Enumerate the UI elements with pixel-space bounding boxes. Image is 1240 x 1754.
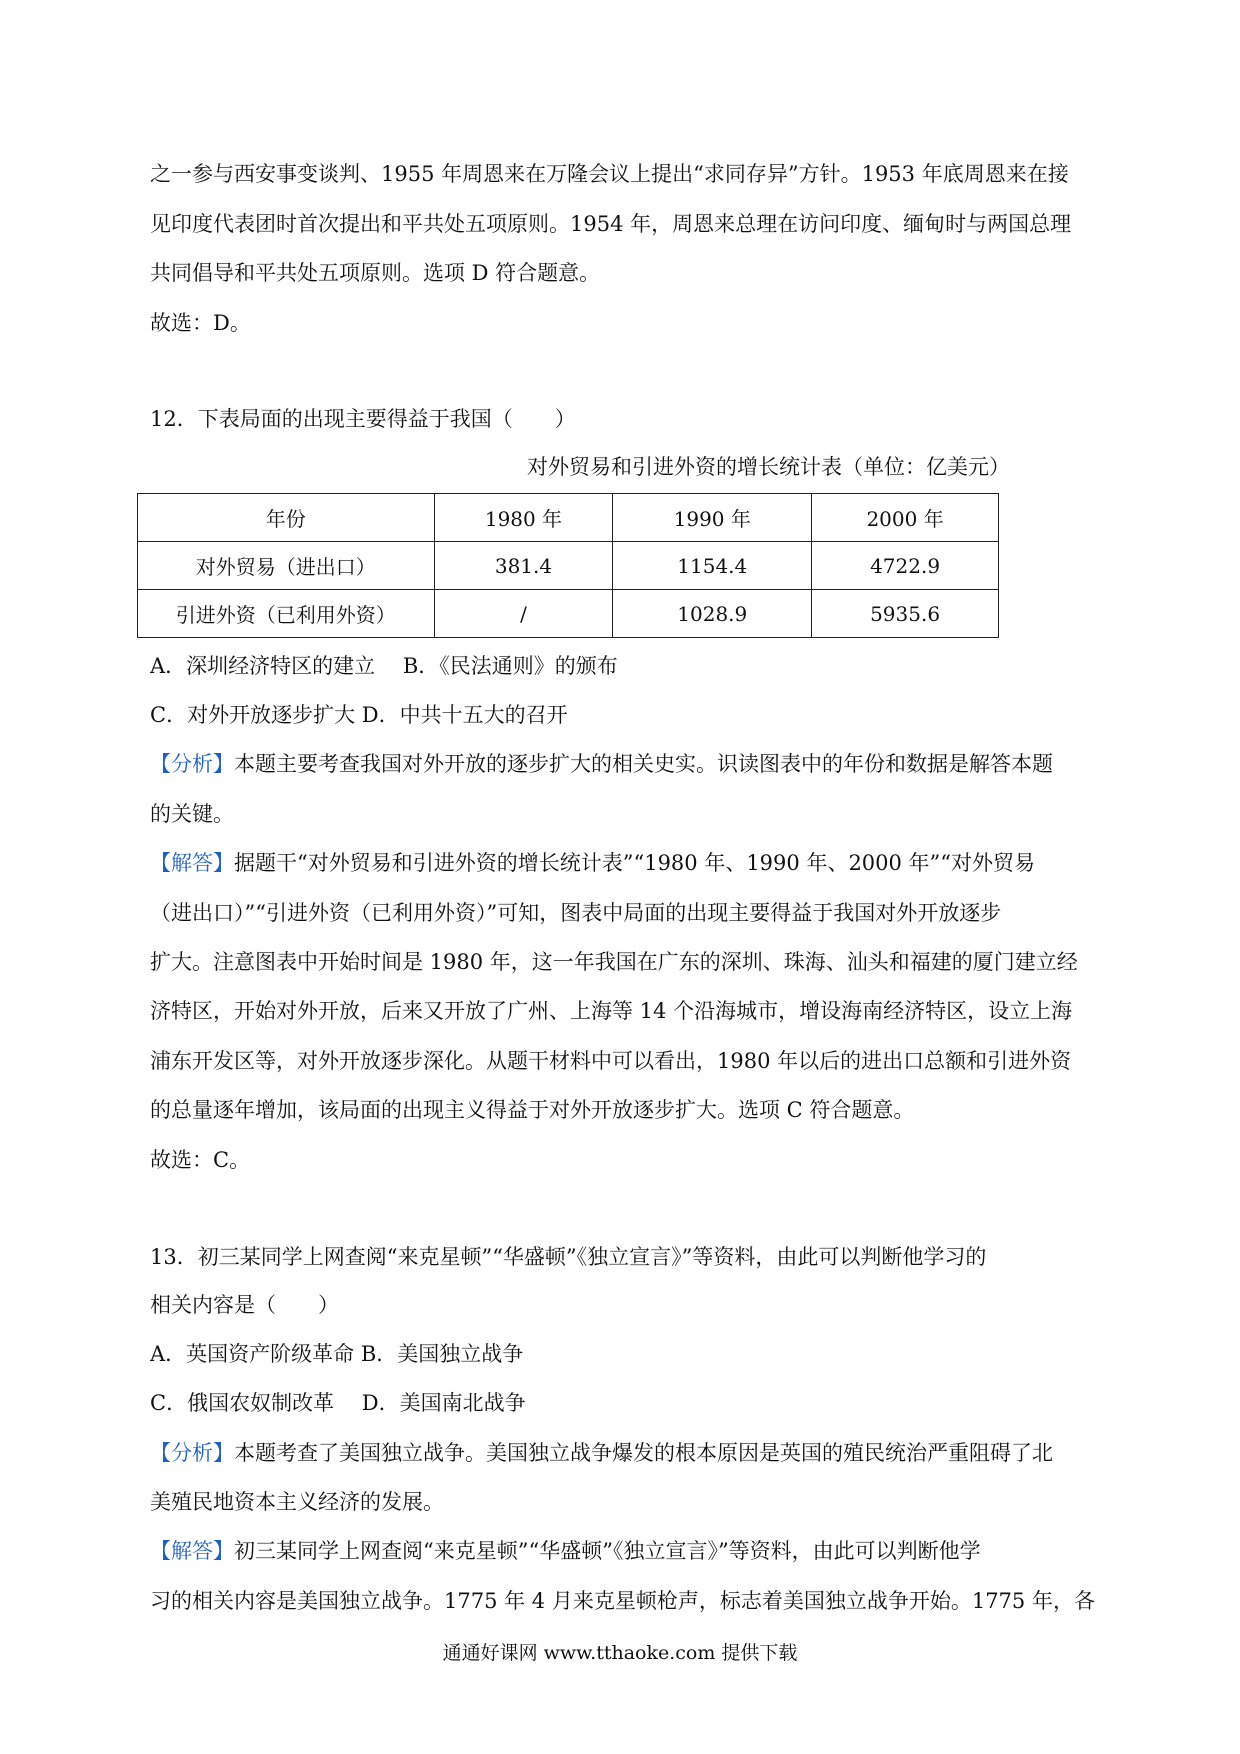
q12-solution-line-6: 的总量逐年增加，该局面的出现主义得益于对外开放逐步扩大。选项 C 符合题意。 [150, 1098, 915, 1122]
prev-answer: 故选：D。 [150, 311, 251, 335]
solution-text: 初三某同学上网查阅“来克星顿”“华盛顿”《独立宣言》”等资料，由此可以判断他学 [234, 1539, 981, 1563]
table-header-row [138, 494, 999, 542]
q12-analysis-line-2: 的关键。 [150, 802, 234, 826]
q12-options-line-1: A．深圳经济特区的建立 B．《民法通则》的颁布 [150, 654, 618, 678]
analysis-text: 本题主要考查我国对外开放的逐步扩大的相关史实。识读图表中的年份和数据是解答本题 [234, 752, 1053, 776]
solution-tag: 【解答】 [150, 1539, 234, 1563]
table-cell: 1028.9 [613, 590, 812, 638]
q12-data-table [137, 493, 999, 638]
q13-solution-line-2: 习的相关内容是美国独立战争。1775 年 4 月来克星顿枪声，标志着美国独立战争开始。1775 年，各 [150, 1589, 1095, 1613]
q12-solution [150, 849, 1100, 877]
q12-options-line-2: C．对外开放逐步扩大 D．中共十五大的召开 [150, 703, 568, 727]
q12-analysis [150, 750, 1100, 778]
analysis-tag: 【分析】 [150, 752, 234, 776]
table-header-cell: 1980 年 [434, 494, 613, 542]
q13-analysis-line-2: 美殖民地资本主义经济的发展。 [150, 1490, 444, 1514]
q13-analysis [150, 1439, 1100, 1467]
q12-solution-line-2: （进出口）”“引进外资（已利用外资）”可知，图表中局面的出现主要得益于我国对外开放逐步 [150, 901, 1002, 925]
table-cell: 1154.4 [613, 542, 812, 590]
analysis-text: 本题考查了美国独立战争。美国独立战争爆发的根本原因是英国的殖民统治严重阻碍了北 [234, 1441, 1053, 1465]
q13-stem-line-1: 13．初三某同学上网查阅“来克星顿”“华盛顿”《独立宣言》”等资料，由此可以判断他学习的 [150, 1245, 987, 1269]
table-cell: 5935.6 [812, 590, 999, 638]
table-header-cell: 年份 [138, 494, 435, 542]
table-cell: 对外贸易（进出口） [138, 542, 435, 590]
q12-stem: 12．下表局面的出现主要得益于我国（ ） [150, 407, 576, 431]
q13-solution [150, 1537, 1100, 1565]
solution-tag: 【解答】 [150, 851, 234, 875]
q12-solution-line-5: 浦东开发区等，对外开放逐步深化。从题干材料中可以看出，1980 年以后的进出口总额和引进外资 [150, 1049, 1072, 1073]
table-cell: 引进外资（已利用外资） [138, 590, 435, 638]
table-cell: / [434, 590, 613, 638]
prev-explanation-line-1: 之一参与西安事变谈判、1955 年周恩来在万隆会议上提出“求同存异”方针。1953 年底周恩来在接 [150, 162, 1069, 186]
table-header-cell: 2000 年 [812, 494, 999, 542]
q13-options-line-1: A．英国资产阶级革命 B．美国独立战争 [150, 1342, 524, 1366]
page-footer: 通通好课网 www.tthaoke.com 提供下载 [442, 1642, 798, 1664]
table-row [138, 542, 999, 590]
q12-answer: 故选：C。 [150, 1148, 251, 1172]
q12-solution-line-4: 济特区，开始对外开放，后来又开放了广州、上海等 14 个沿海城市，增设海南经济特区，设立上海 [150, 999, 1073, 1023]
q13-options-line-2: C．俄国农奴制改革 D．美国南北战争 [150, 1391, 526, 1415]
q13-stem-line-2: 相关内容是（ ） [150, 1293, 339, 1317]
prev-explanation-line-2: 见印度代表团时首次提出和平共处五项原则。1954 年，周恩来总理在访问印度、缅甸时与两国总理 [150, 212, 1072, 236]
prev-explanation-line-3: 共同倡导和平共处五项原则。选项 D 符合题意。 [150, 261, 601, 285]
table-cell: 4722.9 [812, 542, 999, 590]
solution-text: 据题干“对外贸易和引进外资的增长统计表”“1980 年、1990 年、2000 年”“对外贸易 [234, 851, 1036, 875]
table-header-cell: 1990 年 [613, 494, 812, 542]
q12-table-caption: 对外贸易和引进外资的增长统计表（单位：亿美元） [527, 455, 1010, 479]
table-row [138, 590, 999, 638]
q12-solution-line-3: 扩大。注意图表中开始时间是 1980 年，这一年我国在广东的深圳、珠海、汕头和福建的厦门建立经 [150, 950, 1078, 974]
analysis-tag: 【分析】 [150, 1441, 234, 1465]
table-cell: 381.4 [434, 542, 613, 590]
